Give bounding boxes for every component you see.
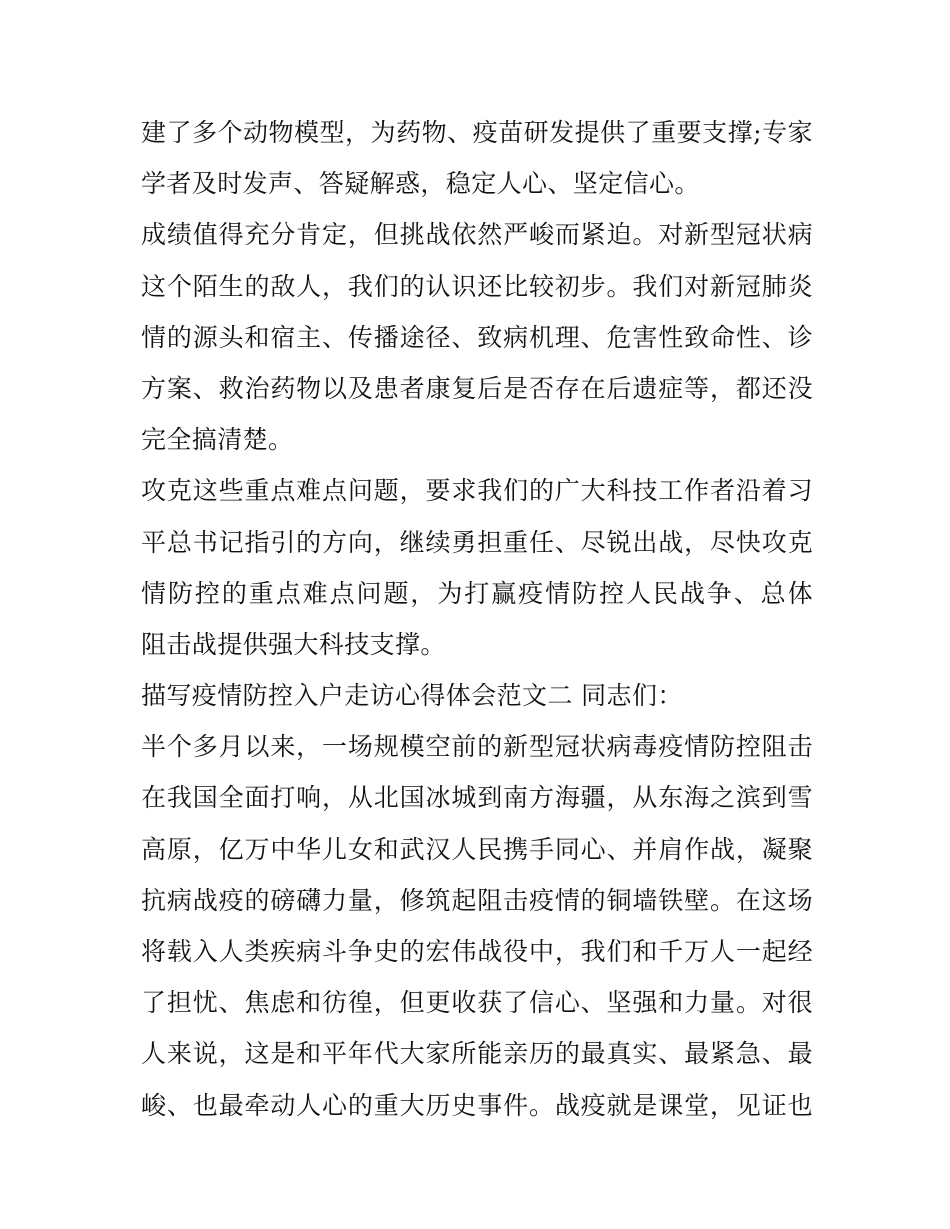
text-line: 人来说，这是和平年代大家所能亲历的最真实、最紧急、最 [141,1039,813,1069]
text-line: 阻击战提供强大科技支撑。 [141,629,446,659]
text-line: 情防控的重点难点问题，为打赢疫情防控人民战争、总体 [141,578,813,608]
text-line: 成绩值得充分肯定，但挑战依然严峻而紧迫。对新型冠状病 [141,220,813,250]
document-body [141,107,813,1131]
text-line: 半个多月以来，一场规模空前的新型冠状病毒疫情防控阻击 [141,732,813,762]
text-line: 建了多个动物模型，为药物、疫苗研发提供了重要支撑;专家 [141,118,813,147]
text-line: 高原，亿万中华儿女和武汉人民携手同心、并肩作战，凝聚 [141,834,813,864]
text-line: 将载入人类疾病斗争史的宏伟战役中，我们和千万人一起经 [141,937,813,966]
text-line: 完全搞清楚。 [141,425,294,455]
text-line: 平总书记指引的方向，继续勇担重任、尽锐出战，尽快攻克 [141,527,813,557]
text-line: 了担忧、焦虑和彷徨，但更收获了信心、坚强和力量。对很 [141,988,813,1018]
text-line: 这个陌生的敌人，我们的认识还比较初步。我们对新冠肺炎 [141,271,813,301]
text-line: 情的源头和宿主、传播途径、致病机理、危害性致命性、诊 [141,322,813,352]
text-line: 攻克这些重点难点问题，要求我们的广大科技工作者沿着习 [141,476,813,506]
text-line: 学者及时发声、答疑解惑，稳定人心、坚定信心。 [141,169,700,199]
text-line: 抗病战疫的磅礴力量，修筑起阻击疫情的铜墙铁壁。在这场 [141,885,813,915]
text-line: 在我国全面打响，从北国冰城到南方海疆，从东海之滨到雪 [141,783,813,813]
text-line: 方案、救治药物以及患者康复后是否存在后遗症等，都还没 [141,373,813,403]
section-heading: 描写疫情防控入户走访心得体会范文二 同志们： [141,681,683,711]
text-line: 峻、也最牵动人心的重大历史事件。战疫就是课堂，见证也 [141,1090,813,1120]
